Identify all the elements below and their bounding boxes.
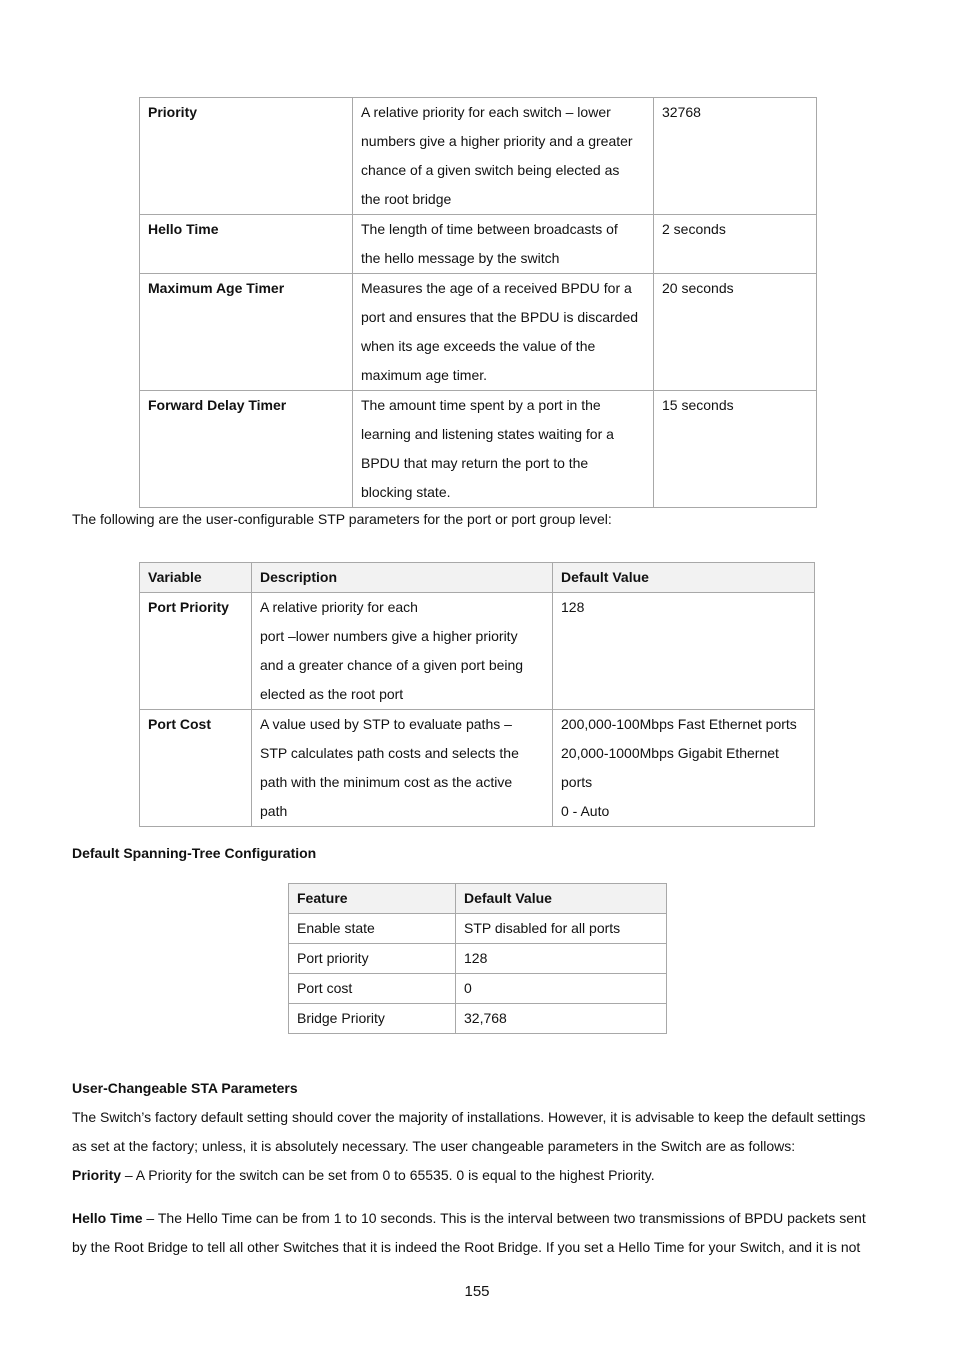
default-cell: [553, 593, 815, 710]
variable-cell: Port Cost: [140, 710, 252, 827]
default-config-table: [288, 883, 667, 1034]
description-cell: [353, 215, 654, 274]
description-line: learning and listening states waiting for a: [361, 426, 614, 442]
table-row: [289, 914, 667, 944]
value-cell: 0: [456, 974, 667, 1004]
default-config-heading: Default Spanning-Tree Configuration: [72, 845, 317, 861]
port-params-intro: The following are the user-configurable STP parameters for the port or port group level:: [72, 511, 612, 527]
page-number: 155: [464, 1283, 490, 1300]
default-line: 128: [561, 599, 585, 615]
default-line: 20,000-1000Mbps Gigabit Ethernet: [561, 745, 779, 761]
default-cell: 20 seconds: [654, 274, 817, 391]
description-cell: [353, 391, 654, 508]
hello-time-term: Hello Time: [72, 1210, 143, 1226]
description-line: BPDU that may return the port to the: [361, 455, 589, 471]
description-line: The length of time between broadcasts of: [361, 221, 618, 237]
description-line: numbers give a higher priority and a greater: [361, 133, 633, 149]
table-row: [140, 274, 817, 391]
variable-cell: Maximum Age Timer: [140, 274, 353, 391]
value-cell: 128: [456, 944, 667, 974]
feature-cell: Bridge Priority: [289, 1004, 456, 1034]
default-cell: 2 seconds: [654, 215, 817, 274]
description-line: path: [260, 803, 288, 819]
description-line: path with the minimum cost as the active: [260, 774, 513, 790]
table-row: [140, 98, 817, 215]
hello-time-text: – The Hello Time can be from 1 to 10 seconds. This is the interval between two transmissions of BPDU packets sent: [142, 1210, 866, 1226]
column-header: Feature: [289, 884, 456, 914]
table-row: [140, 215, 817, 274]
description-line: port and ensures that the BPDU is discarded: [361, 309, 639, 325]
value-cell: STP disabled for all ports: [456, 914, 667, 944]
default-line: 200,000-100Mbps Fast Ethernet ports: [561, 716, 797, 732]
column-header: Description: [252, 563, 553, 593]
description-line: A relative priority for each switch – lower: [361, 104, 611, 120]
priority-paragraph: [72, 1161, 892, 1190]
description-line: blocking state.: [361, 484, 451, 500]
description-line: Measures the age of a received BPDU for a: [361, 280, 632, 296]
priority-text: – A Priority for the switch can be set from 0 to 65535. 0 is equal to the highest Priority.: [121, 1167, 655, 1183]
default-cell: [553, 710, 815, 827]
hello-time-paragraph: [72, 1204, 892, 1262]
paragraph-line: The Switch’s factory default setting should cover the majority of installations. However, it is advisable to keep the default settings: [72, 1109, 866, 1125]
feature-cell: Enable state: [289, 914, 456, 944]
stp-bridge-params-table: [139, 97, 817, 508]
table-row: [140, 593, 815, 710]
description-cell: [252, 593, 553, 710]
description-line: STP calculates path costs and selects the: [260, 745, 519, 761]
table-row: [289, 974, 667, 1004]
sta-params-heading: User-Changeable STA Parameters: [72, 1080, 298, 1096]
priority-term: Priority: [72, 1167, 122, 1183]
default-line: ports: [561, 774, 593, 790]
description-line: elected as the root port: [260, 686, 404, 702]
description-line: The amount time spent by a port in the: [361, 397, 601, 413]
paragraph-line: [72, 1204, 892, 1233]
description-line: port –lower numbers give a higher priority: [260, 628, 518, 644]
default-cell: 32768: [654, 98, 817, 215]
description-line: maximum age timer.: [361, 367, 488, 383]
sta-params-paragraph: [72, 1103, 892, 1190]
column-header: Default Value: [456, 884, 667, 914]
description-cell: [252, 710, 553, 827]
column-header: Variable: [140, 563, 252, 593]
description-line: chance of a given switch being elected as: [361, 162, 620, 178]
variable-cell: Priority: [140, 98, 353, 215]
variable-cell: Port Priority: [140, 593, 252, 710]
stp-port-params-table: [139, 562, 815, 827]
column-header: Default Value: [553, 563, 815, 593]
variable-cell: Forward Delay Timer: [140, 391, 353, 508]
description-line: the hello message by the switch: [361, 250, 560, 266]
variable-cell: Hello Time: [140, 215, 353, 274]
paragraph-line: as set at the factory; unless, it is absolutely necessary. The user changeable parameters in the Switch are as follows:: [72, 1138, 796, 1154]
value-cell: 32,768: [456, 1004, 667, 1034]
description-line: and a greater chance of a given port being: [260, 657, 524, 673]
description-line: A value used by STP to evaluate paths –: [260, 716, 512, 732]
table-row: [289, 1004, 667, 1034]
table-row: [140, 710, 815, 827]
description-cell: [353, 274, 654, 391]
feature-cell: Port priority: [289, 944, 456, 974]
description-cell: [353, 98, 654, 215]
description-line: when its age exceeds the value of the: [361, 338, 596, 354]
table-row: [140, 391, 817, 508]
table-header-row: [140, 563, 815, 593]
description-line: the root bridge: [361, 191, 452, 207]
default-line: 0 - Auto: [561, 803, 610, 819]
description-line: A relative priority for each: [260, 599, 418, 615]
paragraph-line: by the Root Bridge to tell all other Switches that it is indeed the Root Bridge. If you set a Hello Time for your Switch, and it is not: [72, 1239, 861, 1255]
table-header-row: [289, 884, 667, 914]
default-cell: 15 seconds: [654, 391, 817, 508]
table-row: [289, 944, 667, 974]
feature-cell: Port cost: [289, 974, 456, 1004]
